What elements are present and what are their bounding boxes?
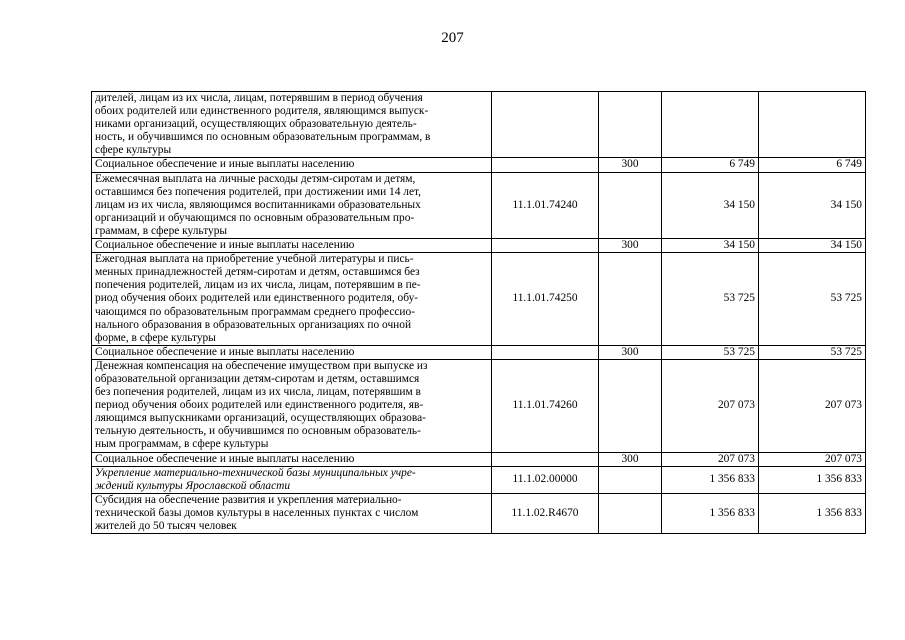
- row-name-line: ным программам, в сфере культуры: [95, 438, 269, 451]
- row-name-line: Социальное обеспечение и иные выплаты населению: [95, 239, 355, 252]
- row-code-cell: [492, 345, 599, 359]
- row-name-line: сфере культуры: [95, 144, 172, 157]
- table-row: [92, 158, 866, 172]
- row-name-line: образовательной организации детям-сиротам и детям, оставшимся: [95, 372, 420, 385]
- row-type-cell: [599, 172, 662, 238]
- table-body: [92, 92, 866, 534]
- row-value2-cell: 34 150: [759, 239, 866, 253]
- row-name-line: обоих родителей или единственного родителя, являющимся выпуск-: [95, 105, 429, 118]
- row-value2-cell: 1 356 833: [759, 466, 866, 493]
- row-type-cell: 300: [599, 345, 662, 359]
- row-code-cell: 11.1.02.R4670: [492, 493, 599, 533]
- row-name-line: дителей, лицам из их числа, лицам, потерявшим в период обучения: [95, 92, 423, 104]
- row-name-line: период обучения обоих родителей или единственного родителя, яв-: [95, 399, 424, 412]
- row-value2-cell: 207 073: [759, 452, 866, 466]
- row-name-line: никами организаций, осуществляющих образовательную деятель-: [95, 118, 417, 131]
- table-row: [92, 452, 866, 466]
- row-name-line: лицам из их числа, являющимся воспитанниками образовательных: [95, 198, 421, 211]
- row-value2-cell: 6 749: [759, 158, 866, 172]
- table-row: [92, 92, 866, 158]
- row-name-line: граммам, в сфере культуры: [95, 224, 228, 237]
- budget-table: [91, 91, 866, 534]
- row-name-cell: [92, 466, 492, 493]
- row-name-line: Субсидия на обеспечение развития и укрепления материально-: [95, 493, 402, 506]
- row-value1-cell: 1 356 833: [662, 466, 759, 493]
- row-name-line: Социальное обеспечение и иные выплаты населению: [95, 158, 355, 171]
- row-type-cell: [599, 466, 662, 493]
- row-value1-cell: 207 073: [662, 359, 759, 452]
- row-value2-cell: 1 356 833: [759, 493, 866, 533]
- row-name-cell: [92, 452, 492, 466]
- row-name-line: ляющимся выпускниками организаций, осуществляющих образова-: [95, 412, 426, 425]
- row-type-cell: [599, 92, 662, 158]
- row-value1-cell: 207 073: [662, 452, 759, 466]
- row-name-cell: [92, 359, 492, 452]
- row-code-cell: 11.1.01.74250: [492, 253, 599, 346]
- row-value1-cell: 53 725: [662, 345, 759, 359]
- table-row: [92, 359, 866, 452]
- row-code-cell: [492, 92, 599, 158]
- row-value1-cell: 34 150: [662, 239, 759, 253]
- row-type-cell: [599, 253, 662, 346]
- table-row: [92, 345, 866, 359]
- row-name-line: без попечения родителей, лицам из их числа, лицам, потерявшим в: [95, 386, 421, 399]
- row-name-line: Социальное обеспечение и иные выплаты населению: [95, 345, 355, 358]
- table-row: [92, 239, 866, 253]
- table-row: [92, 172, 866, 238]
- row-name-line: жителей до 50 тысяч человек: [95, 520, 237, 532]
- page-number: 207: [441, 30, 464, 46]
- row-name-line: менных принадлежностей детям-сиротам и детям, оставшимся без: [95, 266, 420, 279]
- row-name-line: Денежная компенсация на обеспечение имуществом при выпуске из: [95, 359, 428, 372]
- table-row: [92, 493, 866, 533]
- row-type-cell: [599, 359, 662, 452]
- row-name-line: Ежемесячная выплата на личные расходы детям-сиротам и детям,: [95, 172, 416, 185]
- row-name-line: ждений культуры Ярославской области: [95, 479, 291, 492]
- row-value1-cell: 1 356 833: [662, 493, 759, 533]
- row-name-line: Ежегодная выплата на приобретение учебной литературы и пись-: [95, 253, 414, 266]
- row-code-cell: [492, 452, 599, 466]
- row-value1-cell: [662, 92, 759, 158]
- row-name-cell: [92, 493, 492, 533]
- row-value2-cell: 53 725: [759, 345, 866, 359]
- row-name-line: технической базы домов культуры в населенных пунктах с числом: [95, 506, 419, 519]
- row-type-cell: [599, 493, 662, 533]
- row-code-cell: [492, 239, 599, 253]
- row-name-cell: [92, 345, 492, 359]
- row-type-cell: 300: [599, 158, 662, 172]
- row-name-line: форме, в сфере культуры: [95, 331, 216, 344]
- row-value2-cell: 34 150: [759, 172, 866, 238]
- row-name-line: тельную деятельность, и обучившимся по основным образователь-: [95, 425, 421, 438]
- row-name-line: риод обучения обоих родителей или единственного родителя, обу-: [95, 292, 419, 305]
- table-row: [92, 466, 866, 493]
- row-code-cell: [492, 158, 599, 172]
- row-value1-cell: 53 725: [662, 253, 759, 346]
- row-type-cell: 300: [599, 452, 662, 466]
- row-value1-cell: 6 749: [662, 158, 759, 172]
- row-code-cell: 11.1.01.74260: [492, 359, 599, 452]
- row-name-cell: [92, 92, 492, 158]
- row-value2-cell: 207 073: [759, 359, 866, 452]
- row-name-cell: [92, 172, 492, 238]
- row-name-line: Укрепление материально-технической базы муниципальных учре-: [95, 466, 416, 479]
- row-type-cell: 300: [599, 239, 662, 253]
- row-code-cell: 11.1.02.00000: [492, 466, 599, 493]
- row-name-line: нального образования в образовательных организациях по очной: [95, 318, 412, 331]
- row-value1-cell: 34 150: [662, 172, 759, 238]
- table-row: [92, 253, 866, 346]
- row-name-line: оставшимся без попечения родителей, при достижении ими 14 лет,: [95, 185, 421, 198]
- row-code-cell: 11.1.01.74240: [492, 172, 599, 238]
- row-name-cell: [92, 239, 492, 253]
- row-value2-cell: [759, 92, 866, 158]
- row-name-line: чающимся по образовательным программам среднего профессио-: [95, 305, 416, 318]
- row-name-line: ность, и обучившимся по основным образовательным программам, в: [95, 131, 431, 144]
- row-value2-cell: 53 725: [759, 253, 866, 346]
- row-name-line: организаций и обучающимся по основным образовательным про-: [95, 211, 415, 224]
- row-name-cell: [92, 253, 492, 346]
- row-name-line: попечения родителей, лицам из их числа, лицам, потерявшим в пе-: [95, 279, 421, 292]
- row-name-cell: [92, 158, 492, 172]
- row-name-line: Социальное обеспечение и иные выплаты населению: [95, 452, 355, 465]
